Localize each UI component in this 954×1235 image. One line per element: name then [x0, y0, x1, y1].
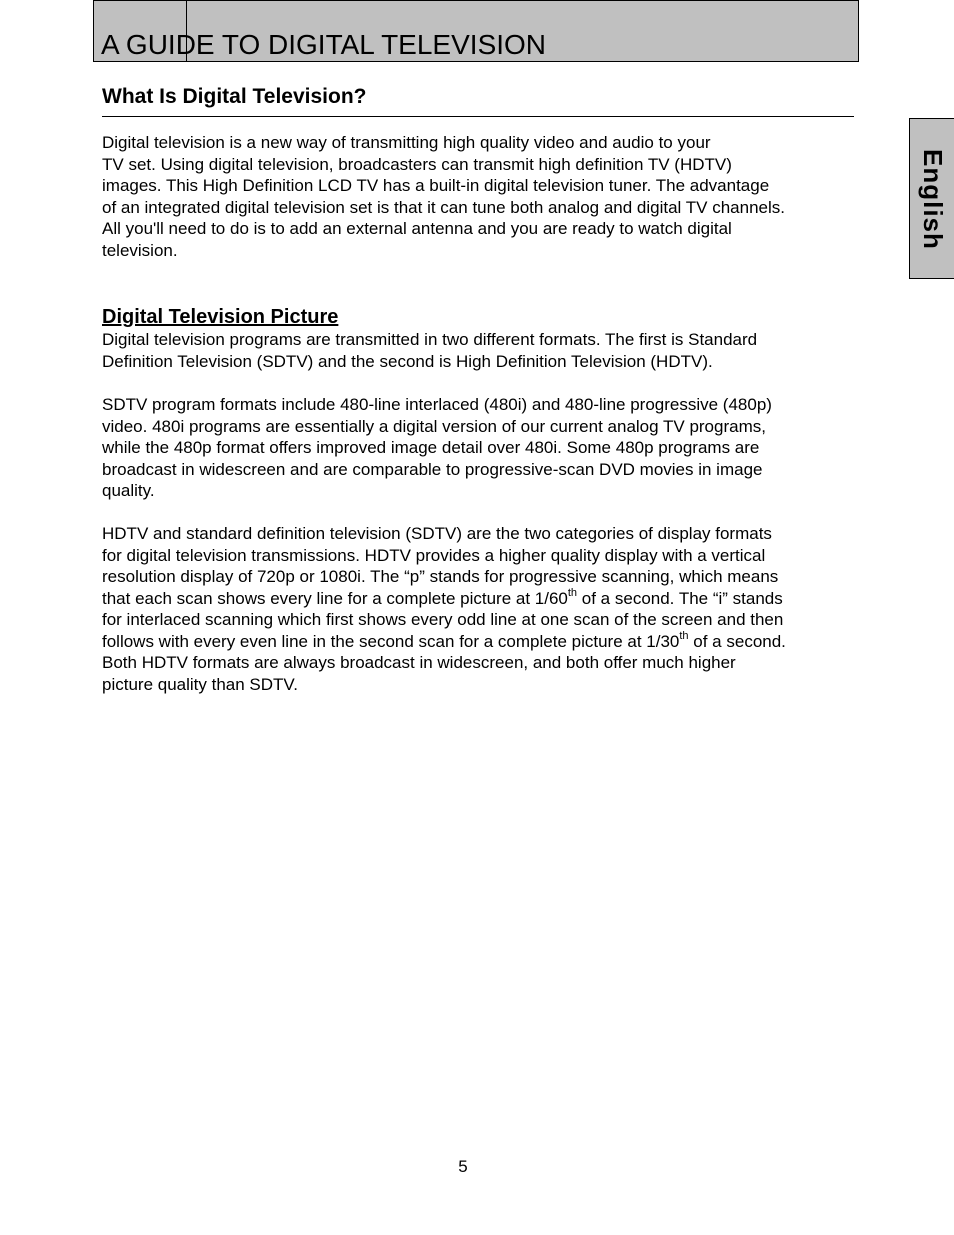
text-line: TV set. Using digital television, broadcasters can transmit high definition TV (HDTV) — [102, 154, 732, 174]
text-fragment: follows with every even line in the second scan for a complete picture at 1/30 — [102, 631, 680, 651]
text-line: television. — [102, 240, 178, 260]
language-tab-label: English — [918, 149, 948, 250]
page-number: 5 — [458, 1157, 468, 1176]
text-line: Both HDTV formats are always broadcast in widescreen, and both offer much higher — [102, 653, 736, 672]
text-line: Definition Television (SDTV) and the second is High Definition Television (HDTV). — [102, 351, 713, 371]
text-line: Digital television is a new way of transmitting high quality video and audio to your — [102, 133, 711, 152]
sdtv-paragraph — [102, 394, 862, 502]
text-line: for interlaced scanning which first shows every odd line at one scan of the screen and then — [102, 610, 784, 629]
superscript: th — [679, 629, 689, 642]
section-heading: What Is Digital Television? — [102, 85, 367, 108]
formats-paragraph — [102, 329, 862, 372]
hdtv-paragraph — [102, 523, 862, 695]
text-line: images. This High Definition LCD TV has a built-in digital television tuner. The advantage — [102, 176, 770, 195]
text-line: quality. — [102, 481, 155, 500]
text-line — [102, 631, 862, 653]
text-line: All you'll need to do is to add an external antenna and you are ready to watch digital — [102, 219, 732, 238]
language-tab — [909, 118, 954, 279]
text-line: Digital television programs are transmitted in two different formats. The first is Standard — [102, 330, 758, 349]
text-line: SDTV program formats include 480-line interlaced (480i) and 480-line progressive (480p) — [102, 395, 772, 414]
superscript: th — [567, 586, 578, 599]
text-line: while the 480p format offers improved image detail over 480i. Some 480p programs are — [102, 438, 760, 457]
text-line: HDTV and standard definition television (SDTV) are the two categories of display formats — [102, 524, 772, 543]
heading-rule — [102, 116, 854, 117]
text-line: broadcast in widescreen and are comparable to progressive-scan DVD movies in image — [102, 459, 763, 479]
text-fragment: of a second. The “i” stands — [577, 588, 783, 608]
text-fragment: that each scan shows every line for a complete picture at 1/60 — [102, 588, 568, 608]
text-line: of an integrated digital television set is that it can tune both analog and digital TV channels. — [102, 197, 785, 217]
text-line: resolution display of 720p or 1080i. The “p” stands for progressive scanning, which means — [102, 567, 779, 586]
intro-paragraph — [102, 132, 862, 261]
text-line — [102, 588, 862, 610]
text-line: for digital television transmissions. HDTV provides a higher quality display with a vertical — [102, 545, 766, 565]
text-line: picture quality than SDTV. — [102, 674, 298, 694]
text-line: video. 480i programs are essentially a digital version of our current analog TV programs, — [102, 416, 766, 436]
text-fragment: of a second. — [688, 631, 786, 651]
subsection-heading: Digital Television Picture — [102, 306, 339, 328]
chapter-title: A GUIDE TO DIGITAL TELEVISION — [101, 29, 547, 60]
